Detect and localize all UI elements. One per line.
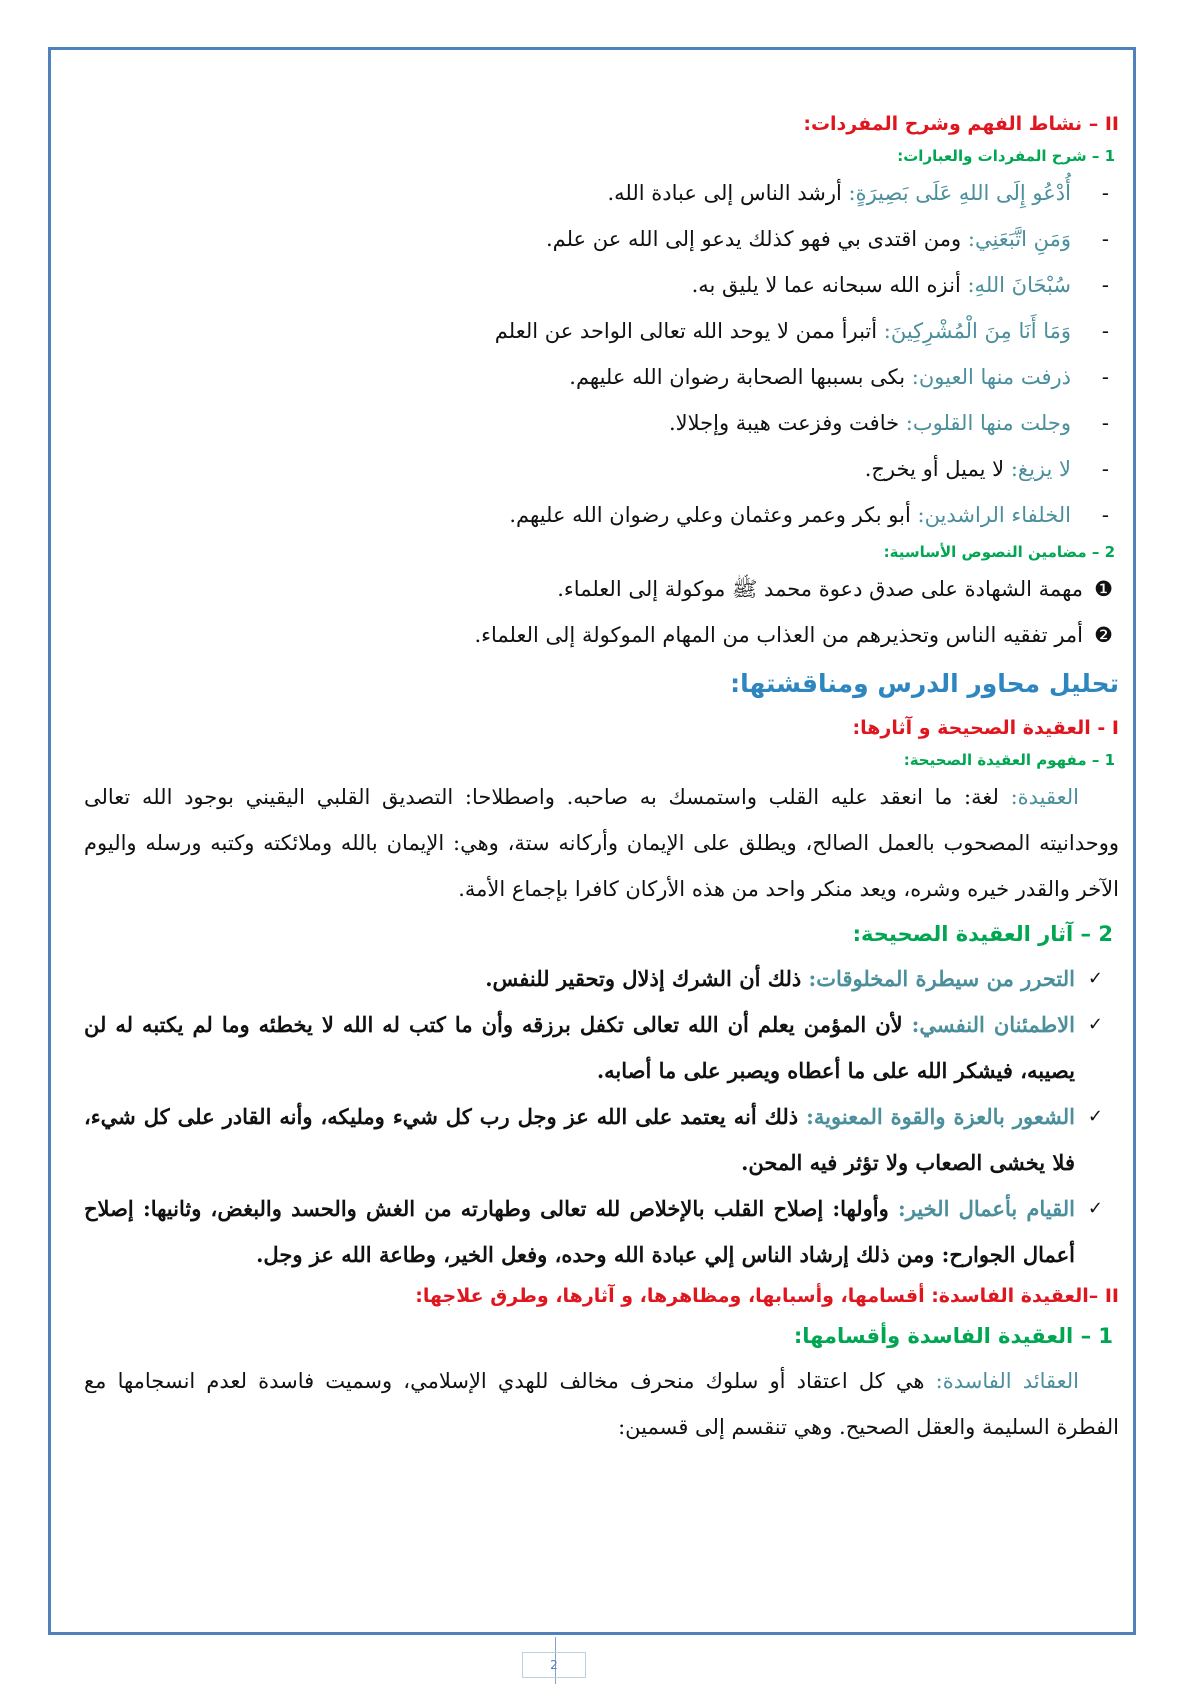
section-title-corrupt-creed: II –العقيدة الفاسدة: أقسامها، وأسبابها، ومظاهرها، و آثارها، وطرق علاجها: <box>415 1285 1119 1307</box>
creed-text: لغة: ما انعقد عليه القلب واستمسك به صاحبه. واصطلاحا: التصديق القلبي اليقيني بوجود الله تعالى ووحدانيته المصحوب بالعمل الصالح، ويطلق على الإيمان وأركانه ستة، وهي: الإيمان بالله وملائكته وكتبه ورسله واليوم الآخر والقدر خيره وشره، ويعد منكر واحد من هذه الأركان كافرا بإجماع الأمة. <box>84 785 1119 901</box>
effect-text: ذلك أنه يعتمد على الله عز وجل رب كل شيء ومليكه، وأنه القادر على كل شيء، فلا يخشى الصعاب ولا تؤثر فيه المحن. <box>84 1104 1075 1175</box>
vocab-term: الخلفاء الراشدين: <box>917 503 1071 527</box>
effect-item <box>84 1186 1109 1278</box>
vocab-term: لا يزيغ: <box>1010 457 1071 481</box>
content-item <box>84 566 1119 612</box>
section-title-correct-creed: I - العقيدة الصحيحة و آثارها: <box>852 717 1119 739</box>
number-marker: ❷ <box>1094 623 1113 647</box>
content-text: أمر تفقيه الناس وتحذيرهم من العذاب من المهام الموكولة إلى العلماء. <box>474 623 1083 647</box>
page-content <box>84 106 1119 1450</box>
vocab-item: -أُدْعُو إِلَى اللهِ عَلَى بَصِيرَةٍ: أرشد الناس إلى عبادة الله. <box>607 181 1109 205</box>
vocab-term: أُدْعُو إِلَى اللهِ عَلَى بَصِيرَةٍ: <box>848 181 1071 205</box>
vocab-term: وجلت منها القلوب: <box>905 411 1071 435</box>
creed-term: العقيدة: <box>1010 785 1079 809</box>
vocab-item: -وَمَا أَنَا مِنَ الْمُشْرِكِينَ: أتبرأ ممن لا يوحد الله تعالى الواحد عن العلم <box>494 319 1109 343</box>
vocab-definition: بكى بسببها الصحابة رضوان الله عليهم. <box>569 365 912 389</box>
subsection-corrupt-creed-types: 1 – العقيدة الفاسدة وأقسامها: <box>793 1324 1113 1348</box>
effect-text: لأن المؤمن يعلم أن الله تعالى تكفل برزقه وأن ما كتب له الله لا يخطئه وما لم يكتبه له لن يصيبه، فيشكر الله على ما أعطاه ويصبر على ما أصابه. <box>84 1012 1075 1083</box>
content-item <box>84 612 1119 658</box>
vocab-term: وَمَنِ اتَّبَعَنِي: <box>967 227 1071 251</box>
corrupt-creed-paragraph <box>84 1358 1119 1450</box>
effect-term: التحرر من سيطرة المخلوقات: <box>808 966 1075 991</box>
effect-term: الاطمئنان النفسي: <box>911 1012 1075 1037</box>
page-number: 2 <box>522 1652 586 1678</box>
vocab-definition: ومن اقتدى بي فهو كذلك يدعو إلى الله عن علم. <box>545 227 968 251</box>
subsection-basic-texts: 2 – مضامين النصوص الأساسية: <box>883 543 1115 561</box>
effect-item <box>84 956 1109 1002</box>
vocab-item: -الخلفاء الراشدين: أبو بكر وعمر وعثمان وعلي رضوان الله عليهم. <box>509 503 1109 527</box>
vocab-item: -لا يزيغ: لا يميل أو يخرج. <box>864 457 1109 481</box>
effect-item <box>84 1094 1109 1186</box>
effect-text: وأولها: إصلاح القلب بالإخلاص لله تعالى وطهارته من الغش والحسد والبغض، وثانيها: إصلاح أعمال الجوارح: ومن ذلك إرشاد الناس إلي عبادة الله وحده، وفعل الخير، وطاعة الله عز وجل. <box>84 1196 1075 1267</box>
corrupt-creed-term: العقائد الفاسدة: <box>935 1369 1079 1393</box>
content-text: مهمة الشهادة على صدق دعوة محمد ﷺ موكولة إلى العلماء. <box>557 577 1083 601</box>
corrupt-creed-text: هي كل اعتقاد أو سلوك منحرف مخالف للهدي الإسلامي، وسميت فاسدة لعدم انسجامها مع الفطرة السليمة والعقل الصحيح. وهي تنقسم إلى قسمين: <box>84 1369 1119 1439</box>
checkmark-icon: ✓ <box>1087 968 1103 989</box>
checkmark-icon: ✓ <box>1087 1014 1103 1035</box>
vocab-definition: أتبرأ ممن لا يوحد الله تعالى الواحد عن العلم <box>494 319 884 343</box>
creed-definition-paragraph <box>84 774 1119 912</box>
vocab-term: ذرفت منها العيون: <box>911 365 1071 389</box>
vocab-definition: خافت وفزعت هيبة وإجلالا. <box>668 411 906 435</box>
vocab-definition: لا يميل أو يخرج. <box>864 457 1011 481</box>
effect-term: الشعور بالعزة والقوة المعنوية: <box>806 1104 1075 1129</box>
vocab-definition: أرشد الناس إلى عبادة الله. <box>607 181 849 205</box>
vocab-item: -ذرفت منها العيون: بكى بسببها الصحابة رضوان الله عليهم. <box>569 365 1109 389</box>
checkmark-icon: ✓ <box>1087 1106 1103 1127</box>
vocab-definition: أنزه الله سبحانه عما لا يليق به. <box>691 273 968 297</box>
vocab-item: -سُبْحَانَ اللهِ: أنزه الله سبحانه عما لا يليق به. <box>691 273 1109 297</box>
vocab-item: -وَمَنِ اتَّبَعَنِي: ومن اقتدى بي فهو كذلك يدعو إلى الله عن علم. <box>545 227 1109 251</box>
effects-list <box>84 956 1119 1278</box>
vocabulary-list <box>84 170 1119 538</box>
effect-text: ذلك أن الشرك إذلال وتحقير للنفس. <box>485 966 809 991</box>
subsection-vocabulary: 1 – شرح المفردات والعبارات: <box>897 147 1115 165</box>
vocab-term: وَمَا أَنَا مِنَ الْمُشْرِكِينَ: <box>883 319 1071 343</box>
vocab-item: -وجلت منها القلوب: خافت وفزعت هيبة وإجلالا. <box>668 411 1109 435</box>
number-marker: ❶ <box>1094 577 1113 601</box>
analysis-title: تحليل محاور الدرس ومناقشتها: <box>730 669 1119 698</box>
section-title-comprehension: II – نشاط الفهم وشرح المفردات: <box>803 113 1119 135</box>
subsection-creed-effects: 2 – آثار العقيدة الصحيحة: <box>852 922 1113 946</box>
effect-term: القيام بأعمال الخير: <box>897 1196 1075 1221</box>
checkmark-icon: ✓ <box>1087 1198 1103 1219</box>
effect-item <box>84 1002 1109 1094</box>
vocab-term: سُبْحَانَ اللهِ: <box>967 273 1071 297</box>
vocab-definition: أبو بكر وعمر وعثمان وعلي رضوان الله عليهم. <box>509 503 918 527</box>
subsection-creed-concept: 1 – مفهوم العقيدة الصحيحة: <box>903 751 1115 769</box>
